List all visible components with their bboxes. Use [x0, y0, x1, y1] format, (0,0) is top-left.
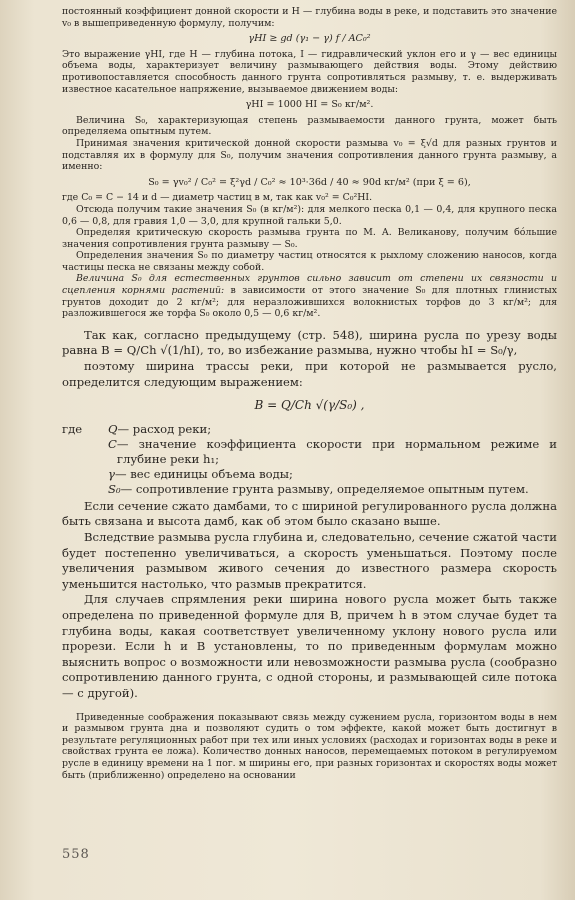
- top-text-block: [62, 6, 557, 320]
- text: в зависимости от этого значение S₀ для плотных глинистых грунтов доходит до 2 кг/м²; для неразложившихся волокнистых торфов до 3 кг/м²; для разложившегося же торфа S₀ около 0,5 — 0,6 кг/м².: [62, 285, 558, 320]
- definition-row: γ — вес единицы объема воды;: [108, 466, 293, 481]
- paragraph: Вследствие размыва русла глубина и, следовательно, сечение сжатой части будет постепенно увеличиваться, а скорость уменьшаться. Поэтому после увеличения размывом живого сечения до известного размера скорость уменьшится настолько, что размыв прекратится.: [62, 530, 557, 591]
- paragraph: Принимая значения критической донной скорости размыва v₀ = ξ√d для разных грунтов и подставляя их в формулу для S₀, получим значения сопротивления данного грунта размыву, а именно:: [62, 137, 557, 173]
- paragraph: поэтому ширина трассы реки, при которой не размывается русло, определится следующим выражением:: [62, 359, 557, 389]
- formula: γHI ≥ gd (γ₁ − γ) f / AC₀²: [248, 33, 371, 45]
- paragraph: Отсюда получим такие значения S₀ (в кг/м²): для мелкого песка 0,1 — 0,4, для крупного песка 0,6 — 0,8, для гравия 1,0 — 3,0, для крупной гальки 5,0.: [62, 203, 557, 227]
- paragraph: Так как, согласно предыдущему (стр. 548), ширина русла по урезу воды равна B = Q/Ch √(1/hI), то, во избежание размыва, нужно чтобы hI = S₀/γ,: [62, 327, 557, 358]
- paragraph: Если сечение сжато дамбами, то с шириной регулированного русла должна быть связана и высота дамб, как об этом было сказано выше.: [62, 498, 557, 529]
- definition-list: [62, 422, 557, 497]
- paragraph: где C₀ = C − 14 и d — диаметр частиц в м, так как v₀² = C₀²HI.: [62, 192, 373, 204]
- paragraph: Определяя критическую скорость размыва грунта по М. А. Великанову, получим бо́льшие значения сопротивления грунта размыву — S₀.: [62, 227, 557, 250]
- paragraph: постоянный коэффициент донной скорости и H — глубина воды в реке, и подставить это значение v₀ в вышеприведенную формулу, получим:: [62, 6, 557, 29]
- paragraph: Это выражение γHI, где H — глубина потока, I — гидравлический уклон его и γ — вес единицы объема воды, характеризует величину размывающего действия воды. Этому действию противопоставляется способность данного грунта сопротивляться размыву, т. е. выдерживать известное касательное напряжение, вызываемое движением воды:: [62, 48, 557, 95]
- main-text-block: [62, 328, 557, 702]
- formula: γHI = 1000 HI = S₀ кг/м².: [245, 99, 374, 111]
- paragraph: [62, 273, 557, 319]
- formula: S₀ = γv₀² / C₀² = ξ²γd / C₀² ≈ 10³·36d / 40 ≈ 90d кг/м² (при ξ = 6),: [148, 176, 471, 188]
- paragraph: Величина S₀, характеризующая степень размываемости данного грунта, может быть определяема опытным путем.: [62, 114, 557, 138]
- page-number: 558: [62, 847, 90, 862]
- bottom-text-block: [62, 712, 557, 782]
- definition-row: S₀ — сопротивление грунта размыву, определяемое опытным путем.: [108, 481, 529, 496]
- formula: B = Q/Ch √(γ/S₀) ,: [254, 398, 365, 413]
- paragraph: Определения значения S₀ по диаметру частиц относятся к рыхлому сложению наносов, когда частицы песка не связаны между собой.: [62, 250, 557, 273]
- italic-text: Величина S₀ для естественных грунтов сильно зависит от степени их связности и сцепления корнями растений:: [62, 273, 557, 297]
- paragraph: Для случаев спрямления реки ширина нового русла может быть также определена по приведенной формуле для B, причем h в этом случае будет та глубина воды, какая соответствует увеличенному уклону нового русла или прорези. Если h и B установлены, то по приведенным формулам можно выяснить вопрос о возможности или невозможности размыва русла (сообразно сопротивлению данного грунта, с одной стороны, и размывающей силе потока — с другой).: [62, 592, 557, 700]
- definition-row: где Q — расход реки;: [62, 421, 212, 436]
- definition-row: C — значение коэффициента скорости при нормальном режиме и глубине реки h₁;: [108, 436, 557, 466]
- paragraph: Приведенные соображения показывают связь между сужением русла, горизонтом воды в нем и размывом грунта дна и позволяют судить о том эффекте, какой может быть достигнут в результате регуляционных работ при тех или иных условиях (расходах и горизонтах воды в реке и свойствах грунта ее ложа). Количество донных наносов, перемещаемых потоком в регулируемом русле в единицу времени на 1 пог. м ширины его, при разных горизонтах и скоростях воды может быть (приближенно) определено на основании: [62, 711, 557, 781]
